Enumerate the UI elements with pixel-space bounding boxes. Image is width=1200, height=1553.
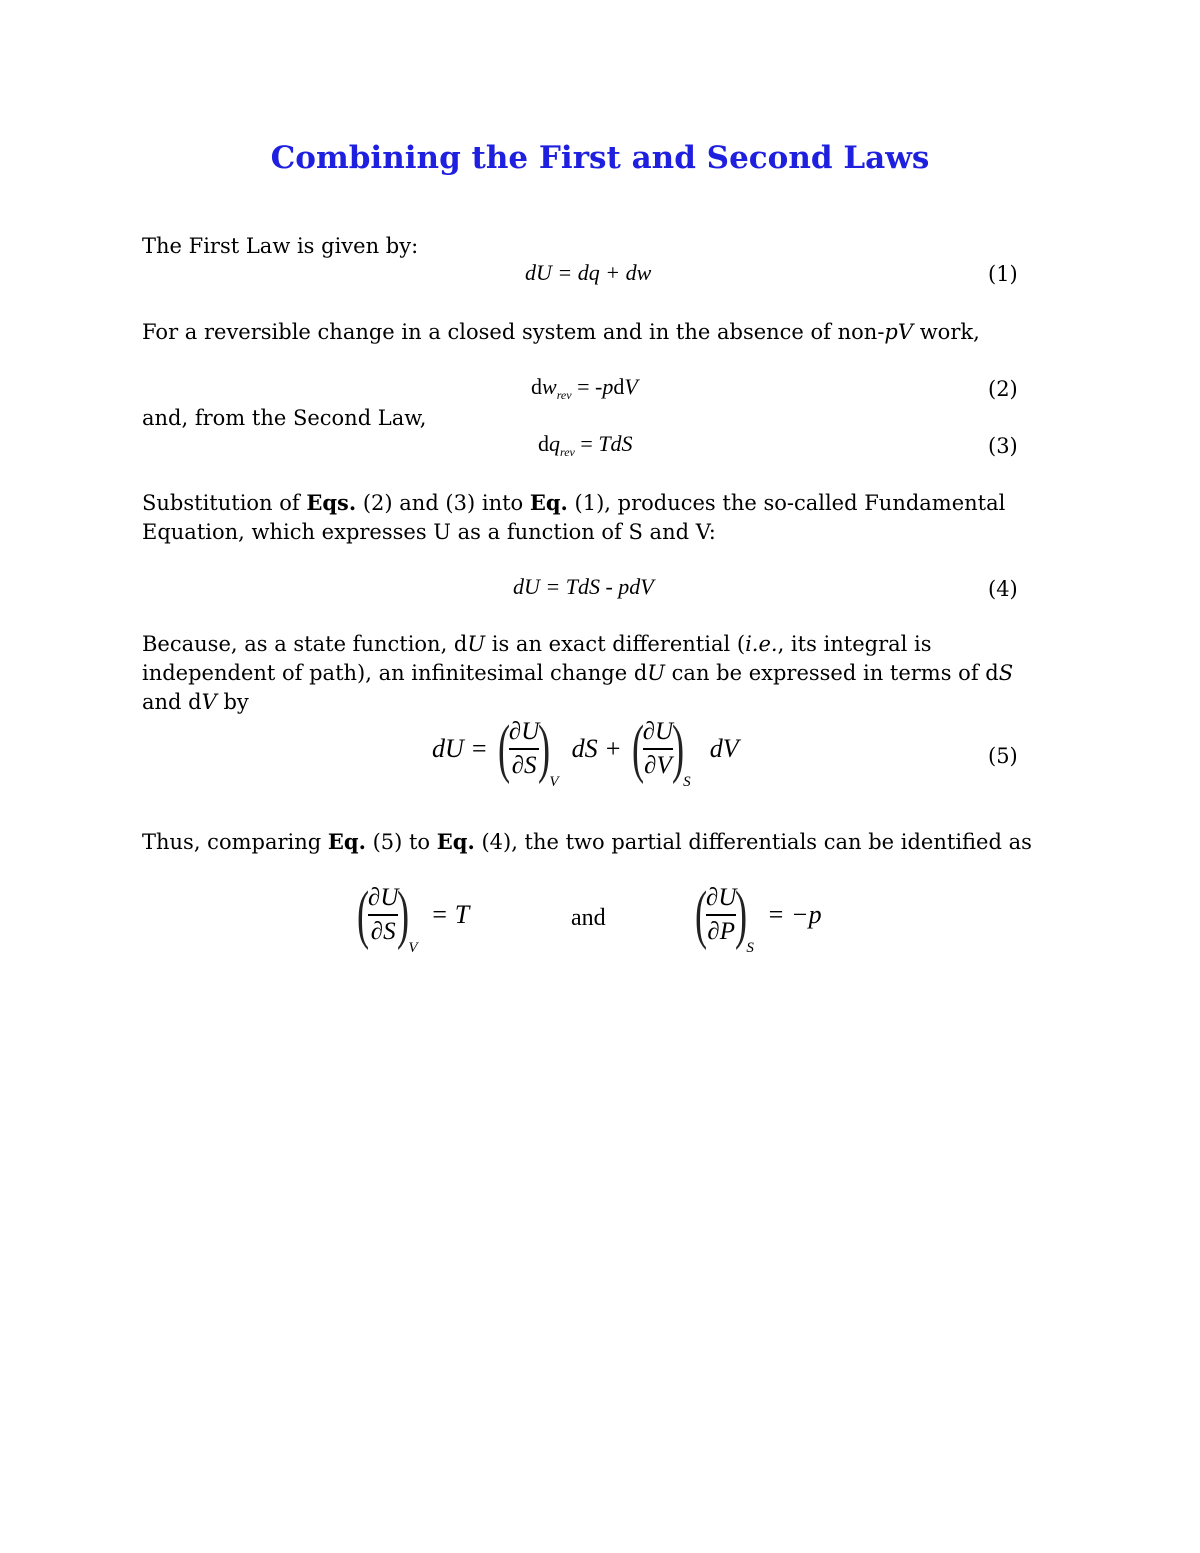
- equation-5: dU = ( $\frac{\partial U}{\partial S}$ )V dS + ( $\frac{\partial U}{\partial V}$ )S dV: [432, 712, 739, 790]
- eq5-fraction-2: $\frac{\partial U}{\partial V}$: [642, 718, 674, 779]
- equation-3: $dq_{rev}$ = TdS: [538, 431, 633, 459]
- eq6-fraction-2: $\frac{\partial U}{\partial P}$: [705, 884, 737, 945]
- page-title: Combining the First and Second Laws: [270, 140, 930, 176]
- paragraph-substitution-line1: Substitution of Eqs. (2) and (3) into Eq. (1), produces the so-called Fundamental: [142, 490, 1006, 515]
- eq5-fraction-1: $\frac{\partial U}{\partial S}$: [508, 718, 540, 779]
- paragraph-substitution: [142, 488, 1005, 547]
- paragraph-first-law: The First Law is given by:: [142, 234, 419, 258]
- paragraph-substitution-line2: Equation, which expresses U as a function of S and V:: [142, 520, 716, 544]
- eq1-rhs: = dq + dw: [557, 260, 652, 285]
- paragraph-exact-differential: Because, as a state function, dU is an exact differential (i.e., its integral is independent of path), an infinitesimal change dU can be expressed in terms of dS and dV by: [142, 632, 1014, 714]
- equation-3-number: (3): [988, 434, 1018, 458]
- equation-4-number: (4): [988, 577, 1018, 601]
- eq6-fraction-1: $\frac{\partial U}{\partial S}$: [367, 884, 399, 945]
- identity-pressure: ( $\frac{\partial U}{\partial P}$ )S = −p: [694, 878, 822, 956]
- paragraph-reversible: For a reversible change in a closed system and in the absence of non-pV work,: [142, 320, 980, 344]
- paragraph-comparison: Thus, comparing Eq. (5) to Eq. (4), the two partial differentials can be identified as: [142, 829, 1032, 854]
- equation-4: dU = TdS - pdV: [513, 574, 654, 599]
- equation-2-number: (2): [988, 377, 1018, 401]
- paragraph-second-law: and, from the Second Law,: [142, 406, 427, 430]
- conjunction-and: and: [571, 905, 606, 931]
- equation-5-number: (5): [988, 744, 1018, 768]
- equation-1: [525, 260, 651, 286]
- eq1-lhs: dU: [525, 260, 552, 285]
- identity-temperature: ( $\frac{\partial U}{\partial S}$ )V = T: [356, 878, 470, 956]
- equation-1-number: (1): [988, 262, 1018, 286]
- equation-2: $dw_{rev} = -pdV$: [531, 374, 638, 402]
